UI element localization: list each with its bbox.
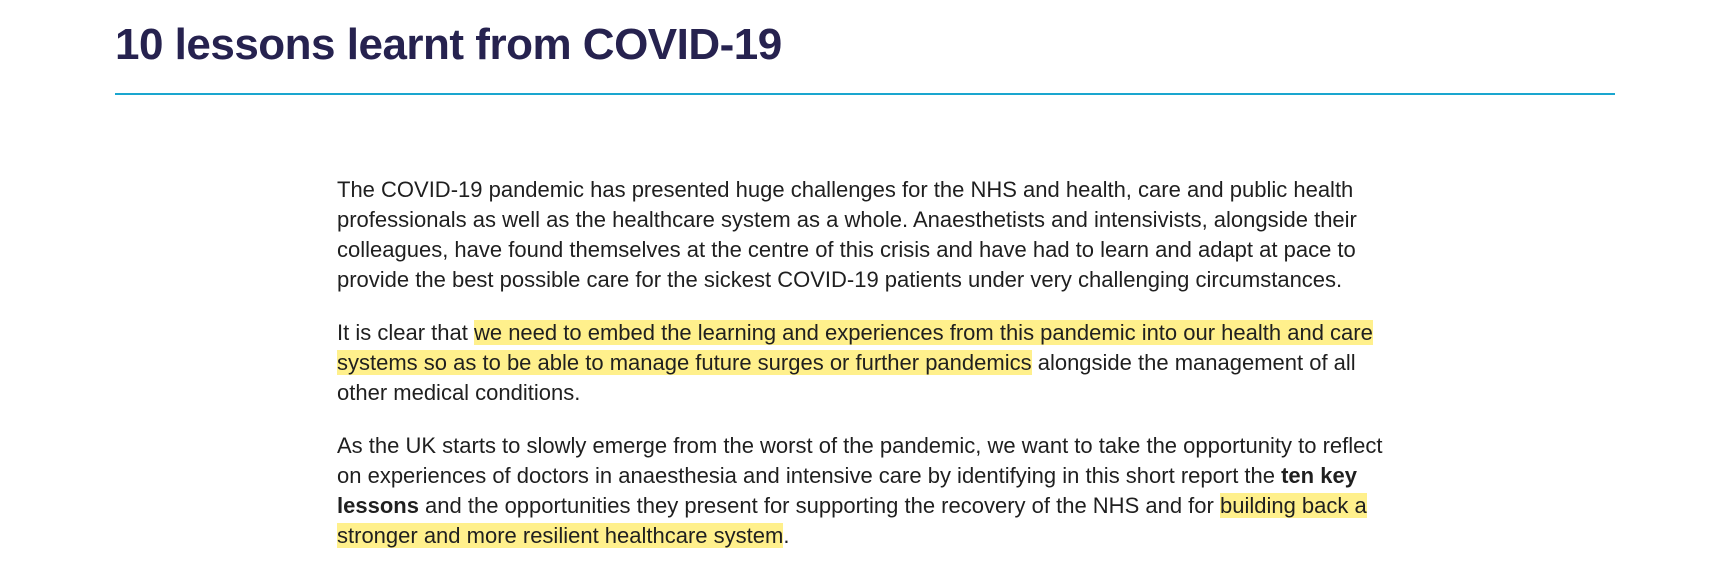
ten-lessons-paragraph [337,431,1407,551]
paragraph-text: It is clear that [337,320,474,345]
title-divider [115,93,1615,95]
page-title: 10 lessons learnt from COVID-19 [115,20,782,69]
intro-paragraph [337,175,1407,295]
paragraph-text: As the UK starts to slowly emerge from the worst of the pandemic, we want to take the opportunity to reflect on experiences of doctors in anaesthesia and intensive care by identifying in this short report the [337,433,1383,488]
paragraph-text: alongside the management of all other medical conditions. [337,350,1356,405]
article-body [337,175,1407,574]
bold-text: ten key lessons [337,463,1357,518]
intro-text: The COVID-19 pandemic has presented huge challenges for the NHS and health, care and public health professionals as well as the healthcare system as a whole. Anaesthetists and intensivists, alongside their colleagues, have found themselves at the centre of this crisis and have had to learn and adapt at pace to provide the best possible care for the sickest COVID-19 patients under very challenging circumstances. [337,177,1357,292]
highlighted-text: we need to embed the learning and experiences from this pandemic into our health and care systems so as to be able to manage future surges or further pandemics [337,320,1373,375]
paragraph-text: and the opportunities they present for supporting the recovery of the NHS and for [418,493,1220,518]
embed-learning-paragraph [337,318,1407,408]
paragraph-text: . [783,523,790,548]
highlighted-text: building back a stronger and more resilient healthcare system [337,493,1367,548]
